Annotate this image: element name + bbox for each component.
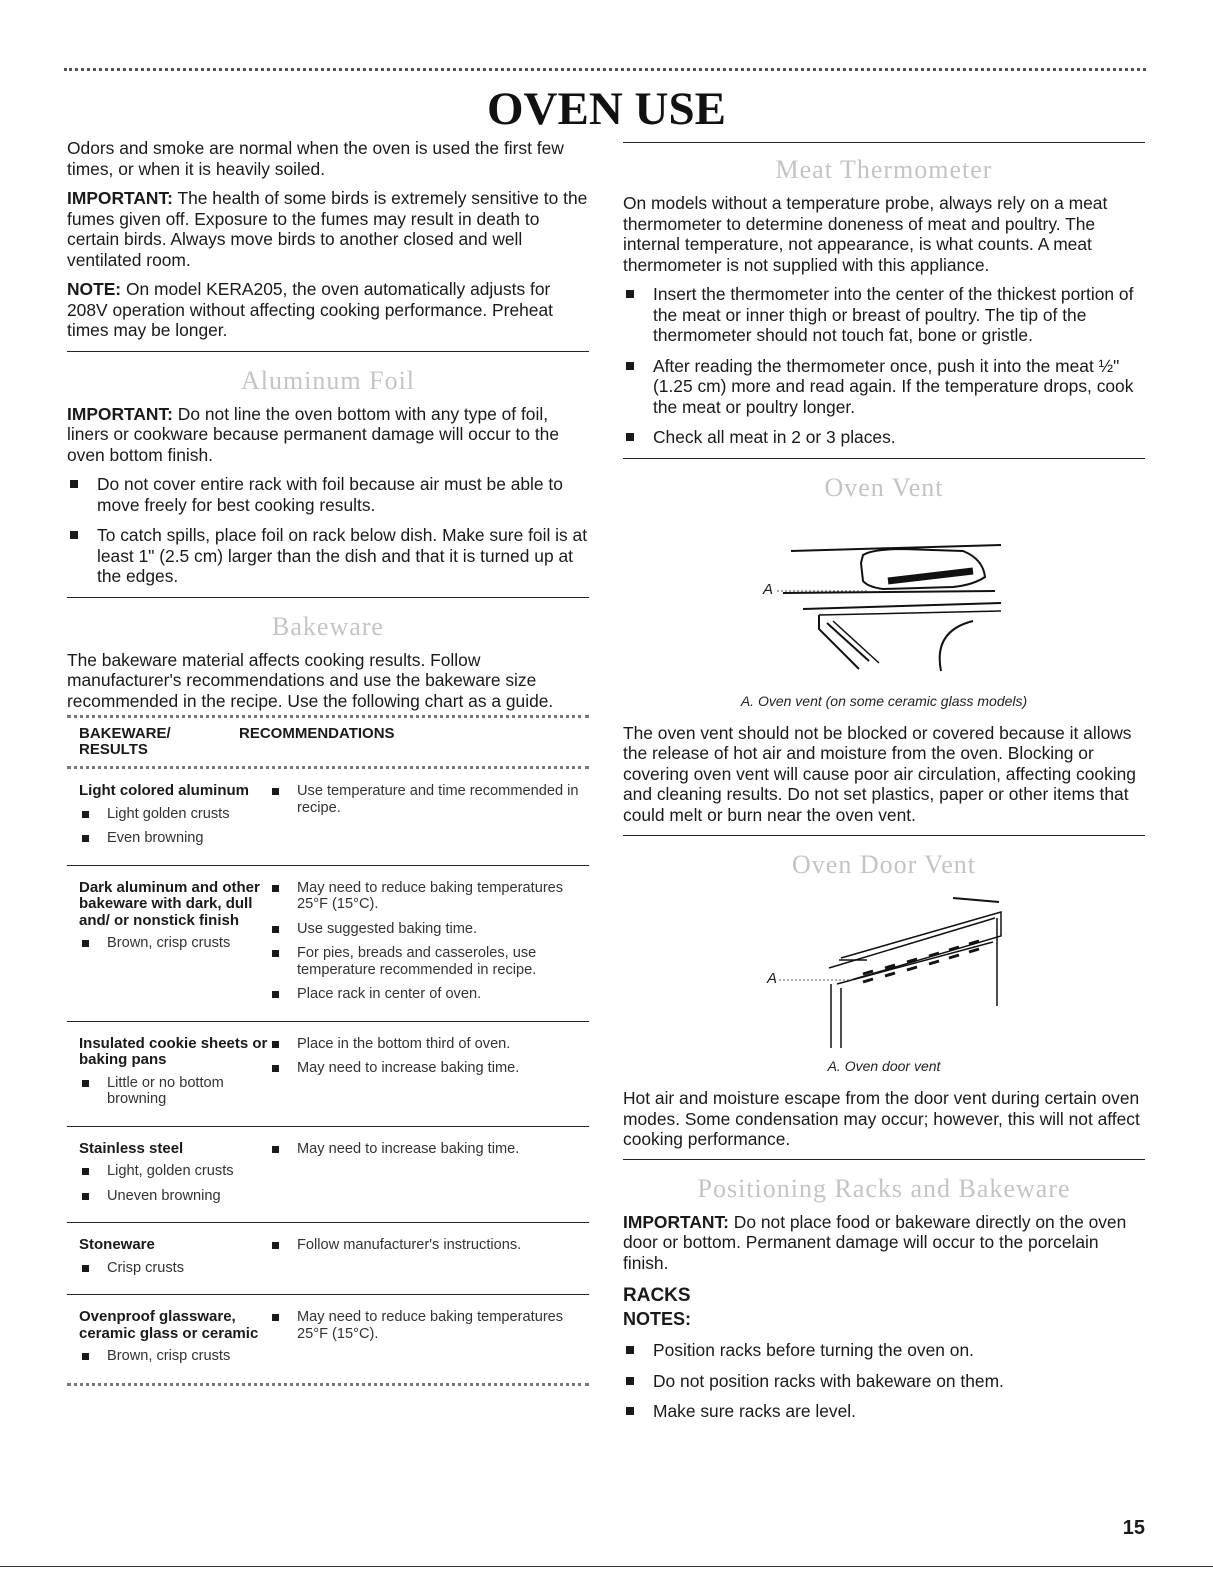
right-column (623, 142, 1145, 1432)
recommendation-item: May need to reduce baking temperatures 25°F (15°C). (269, 1309, 589, 1342)
oven-vent-illustration (623, 511, 1145, 689)
section-divider (67, 351, 589, 352)
oven-door-vent-text: Hot air and moisture escape from the door vent during certain oven modes. Some condensation may occur; however, this will not affect cooking performance. (623, 1088, 1140, 1149)
recommendation-item: Place rack in center of oven. (269, 986, 589, 1003)
result-item: Little or no bottom browning (79, 1075, 269, 1108)
list-item: After reading the thermometer once, push it into the meat ½" (1.25 cm) more and read again. If the temperature drops, cook the meat or poultry longer. (623, 356, 1145, 418)
recommendation-item: Place in the bottom third of oven. (269, 1036, 589, 1053)
section-divider (623, 458, 1145, 459)
oven-door-vent-heading: Oven Door Vent (792, 850, 976, 879)
meat-thermometer-intro: On models without a temperature probe, always rely on a meat thermometer to determine doneness of meat and poultry. The internal temperature, not appearance, is what counts. A meat thermometer is not supplied with this appliance. (623, 193, 1108, 275)
oven-door-vent-drawing (623, 888, 1145, 1054)
oven-door-vent-illustration (623, 888, 1145, 1054)
result-item: Uneven browning (79, 1188, 269, 1205)
oven-vent-text: The oven vent should not be blocked or covered because it allows the release of hot air and moisture from the oven. Blocking or covering oven vent will cause poor air circulation, affecting cooking and cleaning results. Do not set plastics, paper or other items that could melt or burn near the oven vent. (623, 722, 1136, 825)
result-item: Crisp crusts (79, 1260, 269, 1277)
table-row (67, 1127, 589, 1224)
oven-vent-caption: A. Oven vent (on some ceramic glass models) (740, 692, 1028, 709)
oven-door-vent-caption: A. Oven door vent (827, 1058, 941, 1074)
aluminum-foil-heading: Aluminum Foil (240, 365, 416, 395)
material-name: Stoneware (79, 1236, 155, 1253)
model-note: NOTE: On model KERA205, the oven automatically adjusts for 208V operation without affecting cooking performance. Preheat times may be longer. (67, 279, 553, 340)
recommendation-item: May need to increase baking time. (269, 1141, 589, 1158)
bakeware-heading: Bakeware (272, 611, 384, 641)
oven-vent-drawing (623, 511, 1145, 689)
racks-notes-list (623, 1340, 1145, 1422)
result-item: Brown, crisp crusts (79, 935, 269, 952)
recommendation-item: Use temperature and time recommended in recipe. (269, 783, 589, 816)
positioning-heading: Positioning Racks and Bakeware (697, 1173, 1071, 1203)
meat-thermometer-heading: Meat Thermometer (775, 155, 993, 184)
callout-label: A (763, 580, 774, 598)
col-header-recommendations: RECOMMENDATIONS (239, 725, 395, 742)
recommendation-item: Follow manufacturer's instructions. (269, 1237, 589, 1254)
oven-vent-heading: Oven Vent (824, 472, 944, 502)
list-item: Position racks before turning the oven on. (623, 1340, 1145, 1361)
recommendation-item: May need to increase baking time. (269, 1060, 589, 1077)
bakeware-intro: The bakeware material affects cooking results. Follow manufacturer's recommendations and use the bakeware size recommended in the recipe. Use the following chart as a guide. (67, 649, 554, 711)
result-item: Light golden crusts (79, 806, 269, 823)
page-title: OVEN USE (487, 83, 726, 135)
material-name: Ovenproof glassware, ceramic glass or ceramic (79, 1308, 259, 1342)
callout-label: A (767, 970, 778, 987)
notes-heading: NOTES: (623, 1309, 692, 1329)
material-name: Insulated cookie sheets or baking pans (79, 1034, 268, 1068)
table-row (67, 1295, 589, 1383)
bakeware-table (67, 769, 589, 1383)
section-divider (623, 835, 1145, 836)
left-column (67, 138, 589, 1386)
section-divider (623, 1159, 1145, 1160)
intro-paragraph: Odors and smoke are normal when the oven is used the first few times, or when it is heavily soiled. (67, 138, 564, 179)
table-row (67, 1223, 589, 1295)
list-item: To catch spills, place foil on rack below dish. Make sure foil is at least 1" (2.5 cm) larger than the dish and that it is turned up at the edges. (67, 525, 589, 587)
result-item: Brown, crisp crusts (79, 1348, 269, 1365)
list-item: Do not cover entire rack with foil because air must be able to move freely for best cooking results. (67, 474, 589, 515)
page-number: 15 (1122, 1517, 1145, 1539)
birds-warning: IMPORTANT: The health of some birds is extremely sensitive to the fumes given off. Exposure to the fumes may result in death to certain birds. Always move birds to another closed and well ventilated room. (67, 188, 588, 270)
foil-important: IMPORTANT: Do not line the oven bottom with any type of foil, liners or cookware because permanent damage will occur to the oven bottom finish. (67, 403, 560, 465)
table-row (67, 866, 589, 1022)
table-row (67, 769, 589, 866)
list-item: Insert the thermometer into the center of the thickest portion of the meat or inner thigh or breast of poultry. The tip of the thermometer should not touch fat, bone or gristle. (623, 284, 1145, 346)
racks-heading: RACKS (623, 1285, 691, 1306)
section-divider (67, 597, 589, 598)
col-header-bakeware: BAKEWARE/ RESULTS (79, 725, 171, 758)
thermometer-bullets (623, 284, 1145, 448)
list-item: Make sure racks are level. (623, 1401, 1145, 1422)
recommendation-item: May need to reduce baking temperatures 25°F (15°C). (269, 880, 589, 913)
positioning-important: IMPORTANT: Do not place food or bakeware directly on the oven door or bottom. Permanent damage will occur to the porcelain finish. (623, 1211, 1127, 1273)
foil-bullets (67, 474, 589, 587)
material-name: Light colored aluminum (79, 782, 250, 799)
list-item: Do not position racks with bakeware on them. (623, 1371, 1145, 1392)
section-divider (623, 142, 1145, 143)
top-dotted-rule (64, 68, 1146, 71)
recommendation-item: Use suggested baking time. (269, 921, 589, 938)
result-item: Light, golden crusts (79, 1163, 269, 1180)
bottom-rule (0, 1566, 1213, 1567)
bakeware-table-header (67, 718, 589, 766)
material-name: Stainless steel (79, 1139, 184, 1157)
result-item: Even browning (79, 830, 269, 847)
recommendation-item: For pies, breads and casseroles, use temperature recommended in recipe. (269, 945, 589, 978)
material-name: Dark aluminum and other bakeware with dark, dull and/ or nonstick finish (79, 878, 260, 929)
list-item: Check all meat in 2 or 3 places. (623, 427, 1145, 448)
table-row (67, 1022, 589, 1127)
table-bottom-rule (67, 1383, 589, 1386)
